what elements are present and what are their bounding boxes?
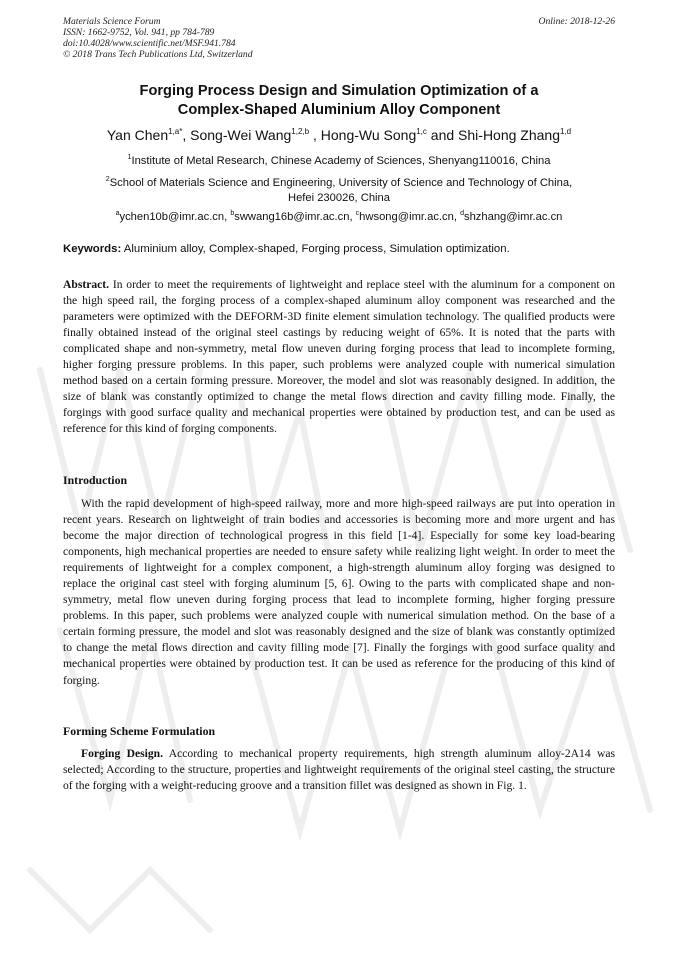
doi[interactable]: doi:10.4028/www.scientific.net/MSF.941.784 [63, 38, 236, 49]
author [190, 127, 321, 143]
affiliation-text: School of Materials Science and Engineering, University of Science and Technology of China, [109, 177, 573, 189]
affiliation-2 [60, 172, 618, 206]
author [458, 127, 571, 143]
email-address: swwang16b@imr.ac.cn, [234, 211, 356, 223]
abstract-text: In order to meet the requirements of lightweight and replace steel with the aluminum for a component on the high speed rail, the forging process of a complex-shaped aluminum alloy component was researched and the parameters were optimized with the DEFORM-3D finite element simulation technology. The qualified products were finally obtained instead of the original steel castings by reducing weight of 65%. It is noted that the parts with complicated shape and non-symmetry, metal flow uneven during forging process that lead to incomplete forming, higher forging pressure problems. In this paper, such problems were analyzed couple with numerical simulation method based on a certain forming pressure. Moreover, the model and slot was reasonably designed. In addition, the size of blank was constantly optimized to change the metal flows direction and cavity filling mode. Finally, the forgings with good surface quality and mechanical properties were obtained by production test, and can be used as reference for this kind of forging components. [63, 278, 615, 436]
author-list [20, 122, 658, 145]
author-name: Hong-Wu Song [320, 127, 417, 143]
email[interactable] [356, 211, 460, 223]
abstract-label: Abstract. [63, 278, 110, 291]
keywords-text: Aluminium alloy, Complex-shaped, Forging process, Simulation optimization. [121, 243, 510, 255]
author-name: Shi-Hong Zhang [458, 127, 560, 143]
author-separator: and [426, 127, 459, 143]
author-affil-marker: 1,c [416, 127, 427, 136]
email-address: shzhang@imr.ac.cn [463, 211, 563, 223]
author [321, 127, 458, 143]
section-heading-forming-scheme: Forming Scheme Formulation [63, 724, 216, 738]
email-marker: a [115, 210, 120, 217]
affiliation-text: Institute of Metal Research, Chinese Academy of Sciences, Shenyang110016, China [131, 155, 551, 167]
keywords [63, 242, 615, 257]
affiliation-1 [60, 150, 618, 169]
affiliation-text-cont: Hefei 230026, China [287, 192, 390, 204]
issn: ISSN: 1662-9752, Vol. 941, pp 784-789 [63, 27, 215, 38]
affiliation-marker: 2 [105, 176, 110, 183]
email-address: ychen10b@imr.ac.cn, [119, 211, 231, 223]
email-list [60, 206, 618, 225]
title-line-2: Complex-Shaped Aluminium Alloy Component [177, 102, 501, 118]
email-marker: c [355, 210, 360, 217]
email-address: hwsong@imr.ac.cn, [359, 211, 461, 223]
journal-name: Materials Science Forum [63, 16, 161, 27]
email-marker: b [230, 210, 235, 217]
section-heading-introduction: Introduction [63, 473, 128, 487]
author-name: Song-Wei Wang [190, 127, 292, 143]
introduction-paragraph: With the rapid development of high-speed railway, more and more high-speed railways are put into operation in recent years. Research on lightweight of train bodies and accessories is becoming more and more urgent and has become the major direction of technological progress in this field [1-4]. Especially for some key load-bearing components, high mechanical properties are needed to ensure safety while realizing light weight. In order to meet the requirements of lightweight for a complex component, a high-strength aluminum alloy forging was designed to replace the original cast steel with forging aluminum [5, 6]. Owing to the parts with complicated shape and non-symmetry, metal flow uneven during forging process that lead to incomplete forming, higher forging pressure problems. In this paper, such problems were analyzed couple with numerical simulation method. On the base of a certain forming pressure, the model and slot was reasonably designed and the size of blank was constantly optimized to change the metal flows direction and cavity filling mode [7]. Finally the forgings with good surface quality and mechanical properties were obtained by production test. It can be used as reference for the producing of this kind of forging. [63, 497, 615, 687]
paper-title [40, 82, 638, 120]
forging-design-label: Forging Design. [81, 747, 164, 760]
forging-design-paragraph [63, 746, 615, 794]
author-separator: , [182, 127, 191, 143]
email[interactable] [116, 211, 231, 223]
journal-header [63, 16, 253, 60]
abstract [63, 277, 615, 437]
forging-design-text: According to mechanical property requirements, high strength aluminum alloy-2A14 was selected; According to the structure, properties and lightweight requirements of the original steel casting, the structure of the forging with a weight-reducing groove and a transition fillet was designed as shown in Fig. 1. [63, 747, 615, 793]
author-name: Yan Chen [106, 127, 169, 143]
author-affil-marker: 1,d [560, 127, 572, 136]
affiliation-marker: 1 [127, 154, 132, 161]
author-affil-marker: 1,a* [168, 127, 183, 136]
title-line-1: Forging Process Design and Simulation Optimization of a [139, 83, 539, 99]
copyright: © 2018 Trans Tech Publications Ltd, Switzerland [63, 49, 253, 60]
email-marker: d [460, 210, 464, 217]
email[interactable] [460, 211, 562, 223]
online-date: Online: 2018-12-26 [538, 16, 615, 27]
email[interactable] [230, 211, 355, 223]
author [107, 127, 190, 143]
keywords-label: Keywords: [63, 243, 122, 255]
author-separator: , [309, 127, 321, 143]
author-affil-marker: 1,2,b [291, 127, 310, 136]
